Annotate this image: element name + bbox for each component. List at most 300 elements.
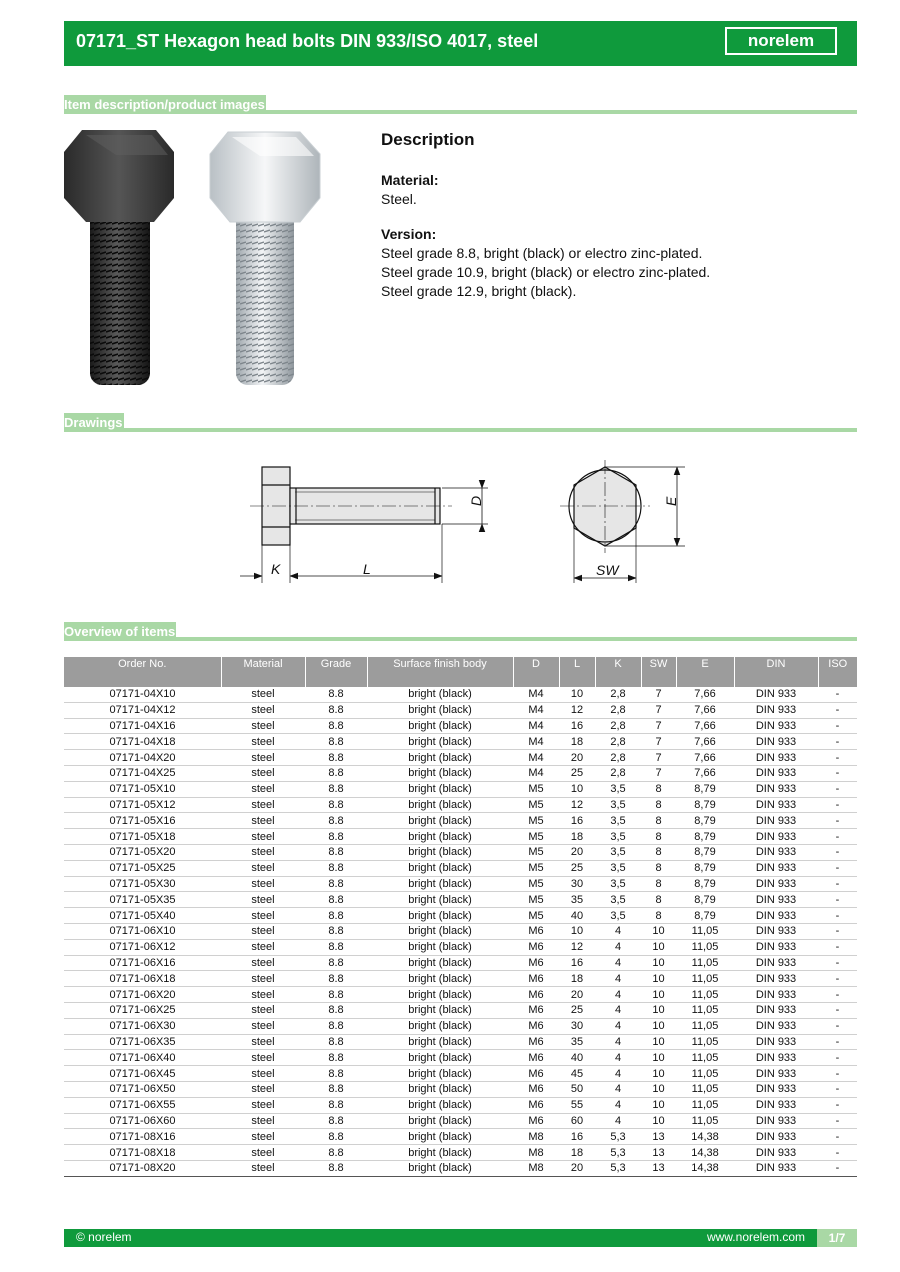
table-cell: steel xyxy=(221,1160,305,1176)
table-cell: M6 xyxy=(513,1097,559,1113)
table-cell: 3,5 xyxy=(595,876,641,892)
dim-label-e: E xyxy=(663,496,679,506)
table-cell: 8.8 xyxy=(305,1002,367,1018)
table-cell: 4 xyxy=(595,987,641,1003)
table-cell: M6 xyxy=(513,987,559,1003)
table-cell: bright (black) xyxy=(367,987,513,1003)
table-cell: 07171-05X20 xyxy=(64,844,221,860)
table-cell: 11,05 xyxy=(676,939,734,955)
table-cell: 4 xyxy=(595,939,641,955)
table-cell: 8,79 xyxy=(676,876,734,892)
table-cell: 07171-05X40 xyxy=(64,908,221,924)
table-cell: 07171-06X50 xyxy=(64,1081,221,1097)
table-cell: 2,8 xyxy=(595,750,641,766)
table-cell: DIN 933 xyxy=(734,797,818,813)
table-cell: DIN 933 xyxy=(734,1097,818,1113)
table-cell: DIN 933 xyxy=(734,939,818,955)
table-cell: 50 xyxy=(559,1081,595,1097)
column-header[interactable]: SW xyxy=(641,657,676,687)
table-cell: 7,66 xyxy=(676,750,734,766)
table-cell: 07171-06X10 xyxy=(64,923,221,939)
table-cell: 8.8 xyxy=(305,734,367,750)
table-cell: 8.8 xyxy=(305,1129,367,1145)
table-cell: bright (black) xyxy=(367,1129,513,1145)
table-cell: 18 xyxy=(559,1145,595,1161)
table-row[interactable] xyxy=(64,687,857,702)
table-cell: DIN 933 xyxy=(734,813,818,829)
table-cell: - xyxy=(818,876,857,892)
table-cell: - xyxy=(818,1160,857,1176)
table-cell: M4 xyxy=(513,765,559,781)
table-cell: steel xyxy=(221,1129,305,1145)
table-cell: bright (black) xyxy=(367,1002,513,1018)
table-row[interactable] xyxy=(64,1145,857,1161)
table-cell: 4 xyxy=(595,1113,641,1129)
table-row[interactable] xyxy=(64,797,857,813)
table-cell: steel xyxy=(221,1097,305,1113)
table-cell: M4 xyxy=(513,702,559,718)
table-cell: 3,5 xyxy=(595,781,641,797)
table-cell: steel xyxy=(221,702,305,718)
footer-website-link[interactable]: www.norelem.com xyxy=(706,1230,805,1244)
table-cell: DIN 933 xyxy=(734,876,818,892)
table-cell: DIN 933 xyxy=(734,987,818,1003)
table-row[interactable] xyxy=(64,813,857,829)
table-cell: bright (black) xyxy=(367,923,513,939)
table-cell: 07171-05X10 xyxy=(64,781,221,797)
table-cell: 5,3 xyxy=(595,1160,641,1176)
table-cell: - xyxy=(818,971,857,987)
table-cell: 14,38 xyxy=(676,1129,734,1145)
table-cell: 7 xyxy=(641,718,676,734)
table-cell: 4 xyxy=(595,923,641,939)
table-cell: 07171-08X18 xyxy=(64,1145,221,1161)
table-cell: 8.8 xyxy=(305,1018,367,1034)
table-cell: M4 xyxy=(513,718,559,734)
table-cell: steel xyxy=(221,987,305,1003)
table-cell: DIN 933 xyxy=(734,687,818,702)
table-cell: 11,05 xyxy=(676,971,734,987)
table-cell: steel xyxy=(221,1018,305,1034)
black-bolt-image xyxy=(64,130,174,385)
table-row[interactable] xyxy=(64,765,857,781)
table-cell: M5 xyxy=(513,908,559,924)
table-cell: 7,66 xyxy=(676,702,734,718)
version-line: Steel grade 12.9, bright (black). xyxy=(381,283,577,299)
table-cell: DIN 933 xyxy=(734,1034,818,1050)
table-cell: DIN 933 xyxy=(734,908,818,924)
table-cell: 30 xyxy=(559,876,595,892)
table-cell: 18 xyxy=(559,829,595,845)
table-cell: 4 xyxy=(595,1081,641,1097)
table-cell: 5,3 xyxy=(595,1129,641,1145)
table-cell: 7 xyxy=(641,750,676,766)
table-cell: 25 xyxy=(559,1002,595,1018)
table-cell: 20 xyxy=(559,987,595,1003)
table-cell: 8,79 xyxy=(676,860,734,876)
table-cell: bright (black) xyxy=(367,860,513,876)
table-cell: 8.8 xyxy=(305,1160,367,1176)
table-cell: M5 xyxy=(513,844,559,860)
table-row[interactable] xyxy=(64,1018,857,1034)
table-cell: 14,38 xyxy=(676,1145,734,1161)
dim-label-d: D xyxy=(468,495,484,506)
table-cell: 7 xyxy=(641,734,676,750)
table-cell: - xyxy=(818,955,857,971)
table-cell: steel xyxy=(221,718,305,734)
table-cell: 16 xyxy=(559,1129,595,1145)
column-header[interactable]: DIN xyxy=(734,657,818,687)
table-cell: 10 xyxy=(559,923,595,939)
table-row[interactable] xyxy=(64,923,857,939)
table-cell: 10 xyxy=(641,1034,676,1050)
table-cell: 07171-06X55 xyxy=(64,1097,221,1113)
table-row[interactable] xyxy=(64,1097,857,1113)
column-header[interactable]: E xyxy=(676,657,734,687)
table-row[interactable] xyxy=(64,1160,857,1176)
table-cell: bright (black) xyxy=(367,781,513,797)
column-header[interactable]: L xyxy=(559,657,595,687)
table-cell: 11,05 xyxy=(676,1002,734,1018)
technical-drawing xyxy=(230,455,690,590)
table-cell: 8 xyxy=(641,892,676,908)
table-cell: 10 xyxy=(641,1097,676,1113)
table-cell: steel xyxy=(221,971,305,987)
table-cell: steel xyxy=(221,1034,305,1050)
column-header[interactable]: ISO xyxy=(818,657,857,687)
table-cell: bright (black) xyxy=(367,1018,513,1034)
table-cell: 07171-04X25 xyxy=(64,765,221,781)
table-row[interactable] xyxy=(64,718,857,734)
table-cell: 8.8 xyxy=(305,813,367,829)
table-cell: steel xyxy=(221,1002,305,1018)
table-row[interactable] xyxy=(64,987,857,1003)
table-row[interactable] xyxy=(64,1113,857,1129)
table-cell: 8.8 xyxy=(305,844,367,860)
table-cell: 07171-05X35 xyxy=(64,892,221,908)
column-header[interactable]: Surface finish body xyxy=(367,657,513,687)
column-header[interactable]: Order No. xyxy=(64,657,221,687)
table-cell: 3,5 xyxy=(595,844,641,860)
table-cell: M4 xyxy=(513,734,559,750)
table-cell: 8 xyxy=(641,781,676,797)
table-header-row xyxy=(64,657,857,687)
table-cell: 16 xyxy=(559,718,595,734)
table-row[interactable] xyxy=(64,876,857,892)
table-cell: M5 xyxy=(513,797,559,813)
table-cell: steel xyxy=(221,1066,305,1082)
table-cell: 07171-06X20 xyxy=(64,987,221,1003)
table-cell: - xyxy=(818,860,857,876)
table-cell: 12 xyxy=(559,702,595,718)
zinc-bolt-image xyxy=(210,132,320,385)
table-cell: 13 xyxy=(641,1160,676,1176)
table-cell: steel xyxy=(221,844,305,860)
table-cell: 07171-06X16 xyxy=(64,955,221,971)
table-cell: M4 xyxy=(513,750,559,766)
table-cell: 3,5 xyxy=(595,908,641,924)
material-label: Material: xyxy=(381,172,439,188)
table-cell: 8,79 xyxy=(676,781,734,797)
table-cell: DIN 933 xyxy=(734,1160,818,1176)
version-line: Steel grade 10.9, bright (black) or electro zinc-plated. xyxy=(381,264,711,280)
dim-label-k: K xyxy=(271,561,281,577)
table-cell: steel xyxy=(221,734,305,750)
table-cell: - xyxy=(818,734,857,750)
table-cell: 8.8 xyxy=(305,718,367,734)
table-cell: steel xyxy=(221,797,305,813)
table-cell: bright (black) xyxy=(367,1034,513,1050)
section-images-header xyxy=(64,92,857,114)
table-row[interactable] xyxy=(64,939,857,955)
table-cell: DIN 933 xyxy=(734,971,818,987)
table-cell: 8.8 xyxy=(305,750,367,766)
table-cell: M5 xyxy=(513,860,559,876)
table-row[interactable] xyxy=(64,955,857,971)
table-cell: 8.8 xyxy=(305,1034,367,1050)
table-cell: - xyxy=(818,750,857,766)
table-cell: 20 xyxy=(559,1160,595,1176)
table-cell: 07171-06X25 xyxy=(64,1002,221,1018)
table-cell: 10 xyxy=(641,987,676,1003)
table-cell: DIN 933 xyxy=(734,923,818,939)
table-cell: 4 xyxy=(595,1018,641,1034)
table-row[interactable] xyxy=(64,971,857,987)
table-cell: bright (black) xyxy=(367,702,513,718)
table-row[interactable] xyxy=(64,908,857,924)
table-cell: bright (black) xyxy=(367,813,513,829)
column-header[interactable]: Grade xyxy=(305,657,367,687)
table-cell: 11,05 xyxy=(676,987,734,1003)
table-cell: 8,79 xyxy=(676,797,734,813)
table-cell: 07171-08X20 xyxy=(64,1160,221,1176)
table-cell: M4 xyxy=(513,687,559,702)
table-cell: 07171-06X45 xyxy=(64,1066,221,1082)
table-cell: 8.8 xyxy=(305,987,367,1003)
table-cell: bright (black) xyxy=(367,892,513,908)
table-cell: steel xyxy=(221,1050,305,1066)
table-cell: bright (black) xyxy=(367,1066,513,1082)
logo-text: norelem xyxy=(747,31,815,50)
table-cell: M6 xyxy=(513,1050,559,1066)
table-cell: M6 xyxy=(513,1018,559,1034)
table-cell: 16 xyxy=(559,813,595,829)
table-cell: DIN 933 xyxy=(734,765,818,781)
table-cell: 07171-08X16 xyxy=(64,1129,221,1145)
table-cell: 7,66 xyxy=(676,687,734,702)
table-cell: DIN 933 xyxy=(734,844,818,860)
table-cell: M8 xyxy=(513,1129,559,1145)
version-line: Steel grade 8.8, bright (black) or electro zinc-plated. xyxy=(381,245,703,261)
table-cell: 8.8 xyxy=(305,781,367,797)
table-cell: M8 xyxy=(513,1145,559,1161)
table-cell: 16 xyxy=(559,955,595,971)
table-cell: 3,5 xyxy=(595,892,641,908)
table-cell: bright (black) xyxy=(367,1050,513,1066)
table-cell: - xyxy=(818,1097,857,1113)
table-cell: 4 xyxy=(595,1002,641,1018)
table-cell: 20 xyxy=(559,844,595,860)
table-cell: 10 xyxy=(641,1066,676,1082)
table-cell: 25 xyxy=(559,765,595,781)
table-cell: 35 xyxy=(559,1034,595,1050)
table-cell: DIN 933 xyxy=(734,1018,818,1034)
table-row[interactable] xyxy=(64,702,857,718)
table-cell: 8.8 xyxy=(305,765,367,781)
table-cell: 07171-05X12 xyxy=(64,797,221,813)
table-cell: 40 xyxy=(559,908,595,924)
table-cell: 8.8 xyxy=(305,797,367,813)
table-cell: bright (black) xyxy=(367,750,513,766)
table-cell: 8.8 xyxy=(305,939,367,955)
table-cell: 11,05 xyxy=(676,1081,734,1097)
table-cell: 8,79 xyxy=(676,892,734,908)
table-cell: - xyxy=(818,829,857,845)
table-cell: steel xyxy=(221,687,305,702)
table-cell: - xyxy=(818,813,857,829)
table-cell: 10 xyxy=(559,687,595,702)
table-cell: M6 xyxy=(513,1066,559,1082)
dim-label-sw: SW xyxy=(596,562,619,578)
table-cell: 11,05 xyxy=(676,1066,734,1082)
section-overview-header xyxy=(64,619,857,641)
table-cell: bright (black) xyxy=(367,829,513,845)
table-cell: 8.8 xyxy=(305,1145,367,1161)
table-cell: steel xyxy=(221,892,305,908)
table-cell: M5 xyxy=(513,876,559,892)
table-cell: 7,66 xyxy=(676,734,734,750)
table-cell: 20 xyxy=(559,750,595,766)
material-value: Steel. xyxy=(381,191,417,207)
table-row[interactable] xyxy=(64,1050,857,1066)
section-drawings-label: Drawings xyxy=(64,415,123,430)
table-cell: bright (black) xyxy=(367,765,513,781)
table-cell: 2,8 xyxy=(595,687,641,702)
table-cell: 8.8 xyxy=(305,908,367,924)
table-cell: 11,05 xyxy=(676,923,734,939)
table-cell: M6 xyxy=(513,939,559,955)
table-cell: 8.8 xyxy=(305,829,367,845)
table-cell: 8 xyxy=(641,829,676,845)
table-cell: 8 xyxy=(641,908,676,924)
table-cell: 8.8 xyxy=(305,687,367,702)
table-cell: 4 xyxy=(595,1066,641,1082)
table-cell: steel xyxy=(221,813,305,829)
table-cell: 07171-05X18 xyxy=(64,829,221,845)
footer-copyright: © norelem xyxy=(76,1230,132,1244)
table-row[interactable] xyxy=(64,1066,857,1082)
column-header[interactable]: K xyxy=(595,657,641,687)
table-cell: 11,05 xyxy=(676,955,734,971)
table-cell: 8.8 xyxy=(305,860,367,876)
table-cell: 45 xyxy=(559,1066,595,1082)
table-cell: DIN 933 xyxy=(734,860,818,876)
table-cell: 8.8 xyxy=(305,1050,367,1066)
dim-label-l: L xyxy=(363,561,371,577)
table-cell: 07171-06X60 xyxy=(64,1113,221,1129)
table-cell: steel xyxy=(221,923,305,939)
table-cell: bright (black) xyxy=(367,734,513,750)
table-cell: - xyxy=(818,939,857,955)
table-cell: 10 xyxy=(641,955,676,971)
version-label: Version: xyxy=(381,226,437,242)
section-images-label: Item description/product images xyxy=(64,97,265,112)
table-cell: 11,05 xyxy=(676,1034,734,1050)
table-row[interactable] xyxy=(64,844,857,860)
table-cell: - xyxy=(818,908,857,924)
table-cell: 8.8 xyxy=(305,702,367,718)
table-row[interactable] xyxy=(64,750,857,766)
table-row[interactable] xyxy=(64,1081,857,1097)
table-cell: 07171-04X12 xyxy=(64,702,221,718)
table-cell: 11,05 xyxy=(676,1018,734,1034)
table-row[interactable] xyxy=(64,1002,857,1018)
table-cell: DIN 933 xyxy=(734,1050,818,1066)
table-cell: bright (black) xyxy=(367,939,513,955)
table-row[interactable] xyxy=(64,1129,857,1145)
table-cell: bright (black) xyxy=(367,1097,513,1113)
table-cell: - xyxy=(818,797,857,813)
table-cell: 8,79 xyxy=(676,908,734,924)
table-cell: 7,66 xyxy=(676,765,734,781)
table-row[interactable] xyxy=(64,1034,857,1050)
table-cell: 18 xyxy=(559,971,595,987)
table-cell: 18 xyxy=(559,734,595,750)
table-cell: steel xyxy=(221,1081,305,1097)
table-cell: bright (black) xyxy=(367,955,513,971)
table-cell: bright (black) xyxy=(367,876,513,892)
table-cell: 8.8 xyxy=(305,1113,367,1129)
column-header[interactable]: Material xyxy=(221,657,305,687)
table-cell: M6 xyxy=(513,955,559,971)
table-cell: 4 xyxy=(595,1034,641,1050)
table-row[interactable] xyxy=(64,781,857,797)
table-cell: DIN 933 xyxy=(734,702,818,718)
column-header[interactable]: D xyxy=(513,657,559,687)
table-cell: 10 xyxy=(641,971,676,987)
table-cell: bright (black) xyxy=(367,797,513,813)
table-cell: 07171-05X25 xyxy=(64,860,221,876)
table-row[interactable] xyxy=(64,892,857,908)
table-cell: 14,38 xyxy=(676,1160,734,1176)
table-row[interactable] xyxy=(64,734,857,750)
table-cell: 8.8 xyxy=(305,1066,367,1082)
table-cell: DIN 933 xyxy=(734,781,818,797)
table-cell: 8 xyxy=(641,860,676,876)
norelem-logo[interactable] xyxy=(725,27,837,55)
table-cell: steel xyxy=(221,939,305,955)
table-cell: 07171-04X16 xyxy=(64,718,221,734)
table-cell: bright (black) xyxy=(367,718,513,734)
table-cell: bright (black) xyxy=(367,908,513,924)
table-row[interactable] xyxy=(64,829,857,845)
description-heading: Description xyxy=(381,130,475,149)
table-cell: 8 xyxy=(641,797,676,813)
table-cell: 3,5 xyxy=(595,797,641,813)
page-number: 1/7 xyxy=(817,1229,857,1247)
table-cell: M6 xyxy=(513,1113,559,1129)
table-cell: 8.8 xyxy=(305,955,367,971)
table-cell: M6 xyxy=(513,1081,559,1097)
footer-bar xyxy=(64,1229,857,1247)
table-row[interactable] xyxy=(64,860,857,876)
table-cell: M5 xyxy=(513,829,559,845)
table-cell: steel xyxy=(221,860,305,876)
section-overview-label: Overview of items xyxy=(64,624,176,639)
table-cell: DIN 933 xyxy=(734,718,818,734)
table-cell: 12 xyxy=(559,797,595,813)
table-cell: 40 xyxy=(559,1050,595,1066)
